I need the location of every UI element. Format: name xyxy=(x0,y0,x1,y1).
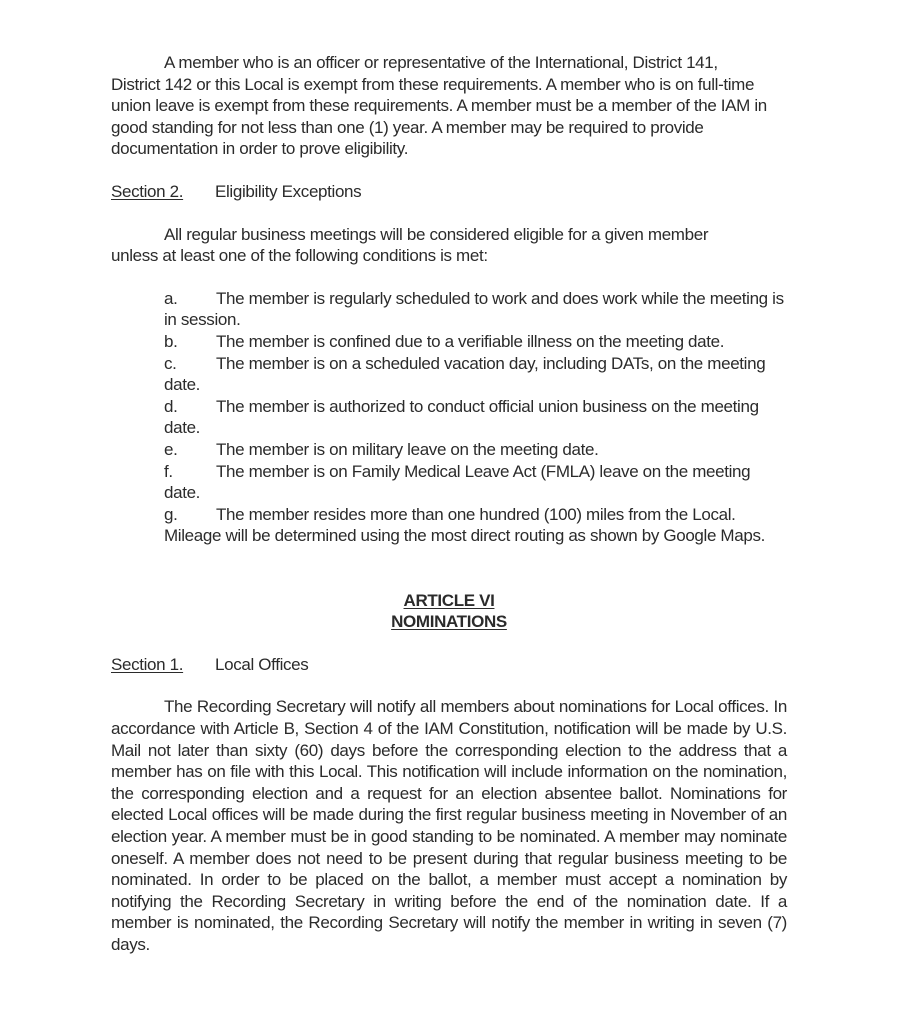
list-text: The member resides more than one hundred (100) miles from the Local. Mileage will be determined using the most direct routing as shown by Google Maps. xyxy=(164,504,765,546)
article-title-text: NOMINATIONS xyxy=(391,611,507,631)
list-letter: e. xyxy=(164,439,178,459)
section-2-number: Section 2. xyxy=(111,181,184,201)
list-item-a xyxy=(164,288,784,331)
article-title xyxy=(111,611,787,632)
list-item-g xyxy=(164,504,784,547)
list-letter: c. xyxy=(164,353,177,373)
section-1-paragraph: The Recording Secretary will notify all members about nominations for Local offices. In accordance with Article B, Section 4 of the IAM Constitution, notification will be made by U.S. Mail not later than sixty (60) days before the corresponding election to the address that a member has on file with this Local. This notification will include information on the nomination, the corresponding election and a request for an election absentee ballot. Nominations for elected Local offices will be made during the first regular business meeting in November of an election year. A member must be in good standing to be nominated. A member may nominate oneself. A member does not need to be present during that regular business meeting to be nominated. In order to be placed on the ballot, a member must accept a nomination by notifying the Recording Secretary in writing before the end of the nomination date. If a member is nominated, the Recording Secretary will notify the member in writing in seven (7) days. xyxy=(111,697,787,954)
list-item-c xyxy=(164,353,784,396)
list-item-b xyxy=(164,331,784,353)
list-letter: d. xyxy=(164,396,178,416)
article-number-text: ARTICLE VI xyxy=(403,590,495,610)
document-page xyxy=(111,52,787,956)
list-item-d xyxy=(164,396,784,439)
section-1-heading xyxy=(111,654,787,676)
section-1-number: Section 1. xyxy=(111,654,184,674)
list-text: The member is confined due to a verifiable illness on the meeting date. xyxy=(216,331,725,351)
article-heading-block xyxy=(111,590,787,632)
intro-paragraph: A member who is an officer or representative of the International, District 141, District 142 or this Local is exempt from these requirements. A member who is on full-time union leave is exempt from these requirements. A member must be a member of the IAM in good standing for not less than one (1) year. A member may be required to provide documentation in order to prove eligibility. xyxy=(111,53,767,159)
list-text: The member is authorized to conduct official union business on the meeting date. xyxy=(164,396,759,438)
section-1-title: Local Offices xyxy=(215,654,309,674)
list-letter: g. xyxy=(164,504,178,524)
section-2-paragraph: All regular business meetings will be considered eligible for a given member unless at least one of the following conditions is met: xyxy=(111,224,709,266)
list-letter: f. xyxy=(164,461,173,481)
article-number xyxy=(111,590,787,611)
list-text: The member is on a scheduled vacation day, including DATs, on the meeting date. xyxy=(164,353,766,395)
list-item-e xyxy=(164,439,784,461)
list-text: The member is regularly scheduled to work and does work while the meeting is in session. xyxy=(164,288,784,330)
list-letter: b. xyxy=(164,331,178,351)
list-item-f xyxy=(164,461,784,504)
section-2-heading xyxy=(111,181,787,203)
list-text: The member is on Family Medical Leave Act (FMLA) leave on the meeting date. xyxy=(164,461,751,503)
list-text: The member is on military leave on the meeting date. xyxy=(216,439,599,459)
list-letter: a. xyxy=(164,288,178,308)
exceptions-list xyxy=(111,288,784,547)
section-2-title: Eligibility Exceptions xyxy=(215,181,362,201)
